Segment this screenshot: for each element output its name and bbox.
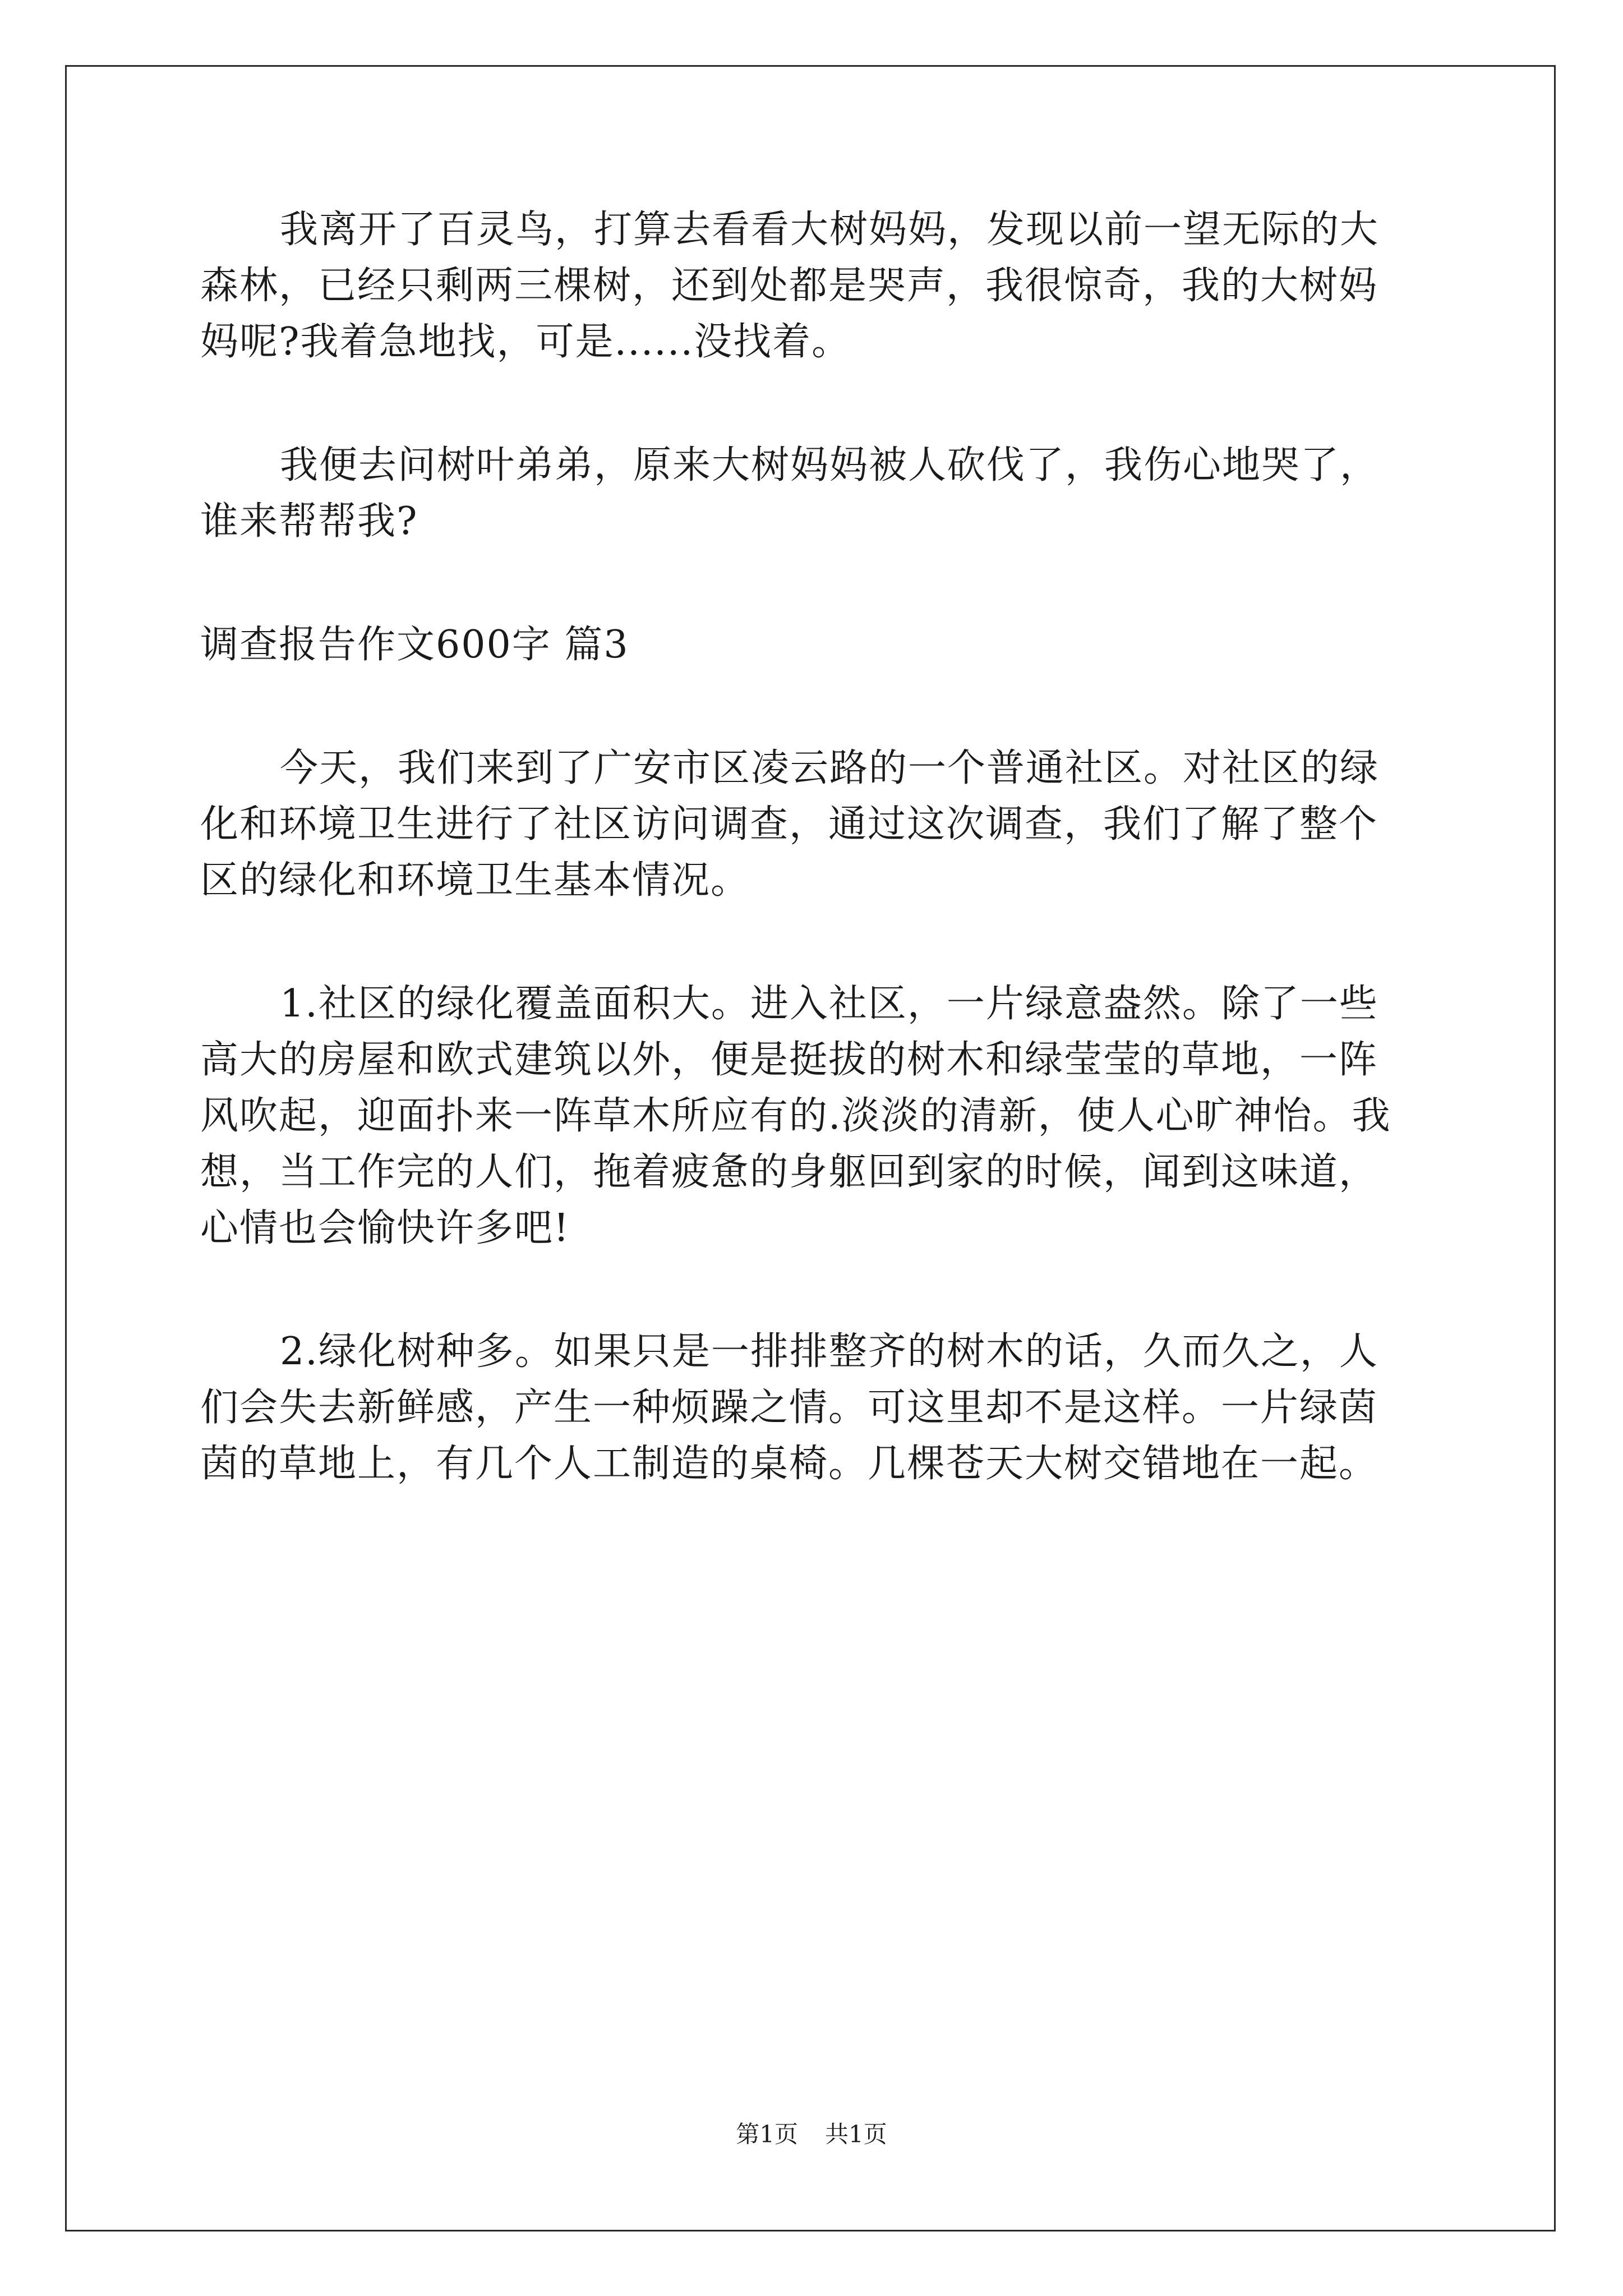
paragraph-line: 谁来帮帮我? — [200, 499, 418, 544]
paragraph-line: 们会失去新鲜感，产生一种烦躁之情。可这里却不是这样。一片绿茵 — [200, 1386, 1378, 1430]
paragraph-line: 茵的草地上，有几个人工制造的桌椅。几棵苍天大树交错地在一起。 — [200, 1442, 1378, 1486]
paragraph-line: 想，当工作完的人们，拖着疲惫的身躯回到家的时候，闻到这味道， — [200, 1150, 1378, 1194]
paragraph-line: 我离开了百灵鸟，打算去看看大树妈妈，发现以前一望无际的大 — [280, 208, 1380, 252]
paragraph-line: 森林，已经只剩两三棵树，还到处都是哭声，我很惊奇，我的大树妈 — [200, 264, 1378, 308]
paragraph-line: 今天，我们来到了广安市区凌云路的一个普通社区。对社区的绿 — [280, 746, 1380, 790]
document-body — [200, 202, 1434, 1492]
paragraph-line: 2.绿化树种多。如果只是一排排整齐的树木的话，久而久之，人 — [280, 1329, 1378, 1374]
paragraph-line: 区的绿化和环境卫生基本情况。 — [200, 858, 750, 903]
paragraph-line: 我便去问树叶弟弟，原来大树妈妈被人砍伐了，我伤心地哭了， — [280, 443, 1380, 487]
page-count: 共1页 — [825, 2120, 887, 2148]
page-number: 第1页 — [736, 2120, 798, 2148]
section-heading: 调查报告作文600字 篇3 — [200, 623, 629, 667]
paragraph-line: 心情也会愉快许多吧! — [200, 1206, 570, 1250]
paragraph-line: 妈呢?我着急地找，可是......没找着。 — [200, 320, 851, 364]
paragraph-line: 1.社区的绿化覆盖面积大。进入社区，一片绿意盎然。除了一些 — [280, 982, 1378, 1026]
page-footer — [0, 2118, 1623, 2151]
paragraph-line: 风吹起，迎面扑来一阵草木所应有的.淡淡的清新，使人心旷神怡。我 — [200, 1094, 1391, 1138]
paragraph-line: 化和环境卫生进行了社区访问调查，通过这次调查，我们了解了整个 — [200, 802, 1378, 846]
paragraph-line: 高大的房屋和欧式建筑以外，便是挺拔的树木和绿莹莹的草地，一阵 — [200, 1038, 1378, 1082]
